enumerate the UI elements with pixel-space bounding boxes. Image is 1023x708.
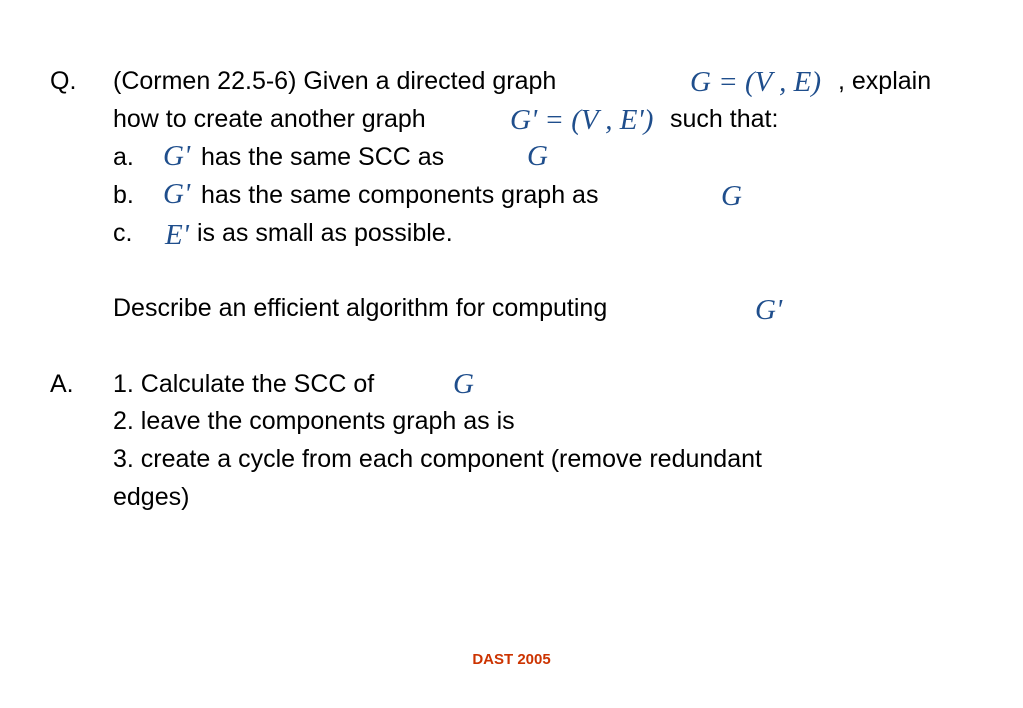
answer-step-3-line-1: 3. create a cycle from each component (remove redundant	[113, 445, 762, 473]
item-b-g-math: G	[721, 180, 742, 212]
item-b-text: has the same components graph as	[201, 181, 599, 209]
answer-marker: A.	[50, 370, 74, 398]
question-marker: Q.	[50, 67, 77, 95]
item-c-e-prime-math: E'	[165, 219, 189, 251]
answer-step-2: 2. leave the components graph as is	[113, 407, 515, 435]
describe-line: Describe an efficient algorithm for computing	[113, 294, 608, 322]
graph-definition-math: G = (V , E)	[690, 66, 821, 98]
describe-g-prime-math: G'	[755, 294, 783, 326]
answer-step-1-g-math: G	[453, 368, 474, 400]
answer-step-3-line-2: edges)	[113, 483, 190, 511]
footer-label: DAST 2005	[472, 651, 551, 668]
item-a-g-prime-math: G'	[163, 140, 191, 172]
answer-step-1: 1. Calculate the SCC of	[113, 370, 375, 398]
item-a-text: has the same SCC as	[201, 143, 445, 171]
item-b-label: b.	[113, 181, 134, 209]
item-b-g-prime-math: G'	[163, 178, 191, 210]
question-line-1: (Cormen 22.5-6) Given a directed graph	[113, 67, 557, 95]
question-line-2-end: such that:	[670, 105, 779, 133]
graph-prime-definition-math: G' = (V , E')	[510, 104, 654, 136]
item-a-g-math: G	[527, 140, 548, 172]
question-line-1-end: , explain	[838, 67, 932, 95]
item-c-text: is as small as possible.	[197, 219, 453, 247]
item-c-label: c.	[113, 219, 133, 247]
question-line-2: how to create another graph	[113, 105, 426, 133]
item-a-label: a.	[113, 143, 134, 171]
